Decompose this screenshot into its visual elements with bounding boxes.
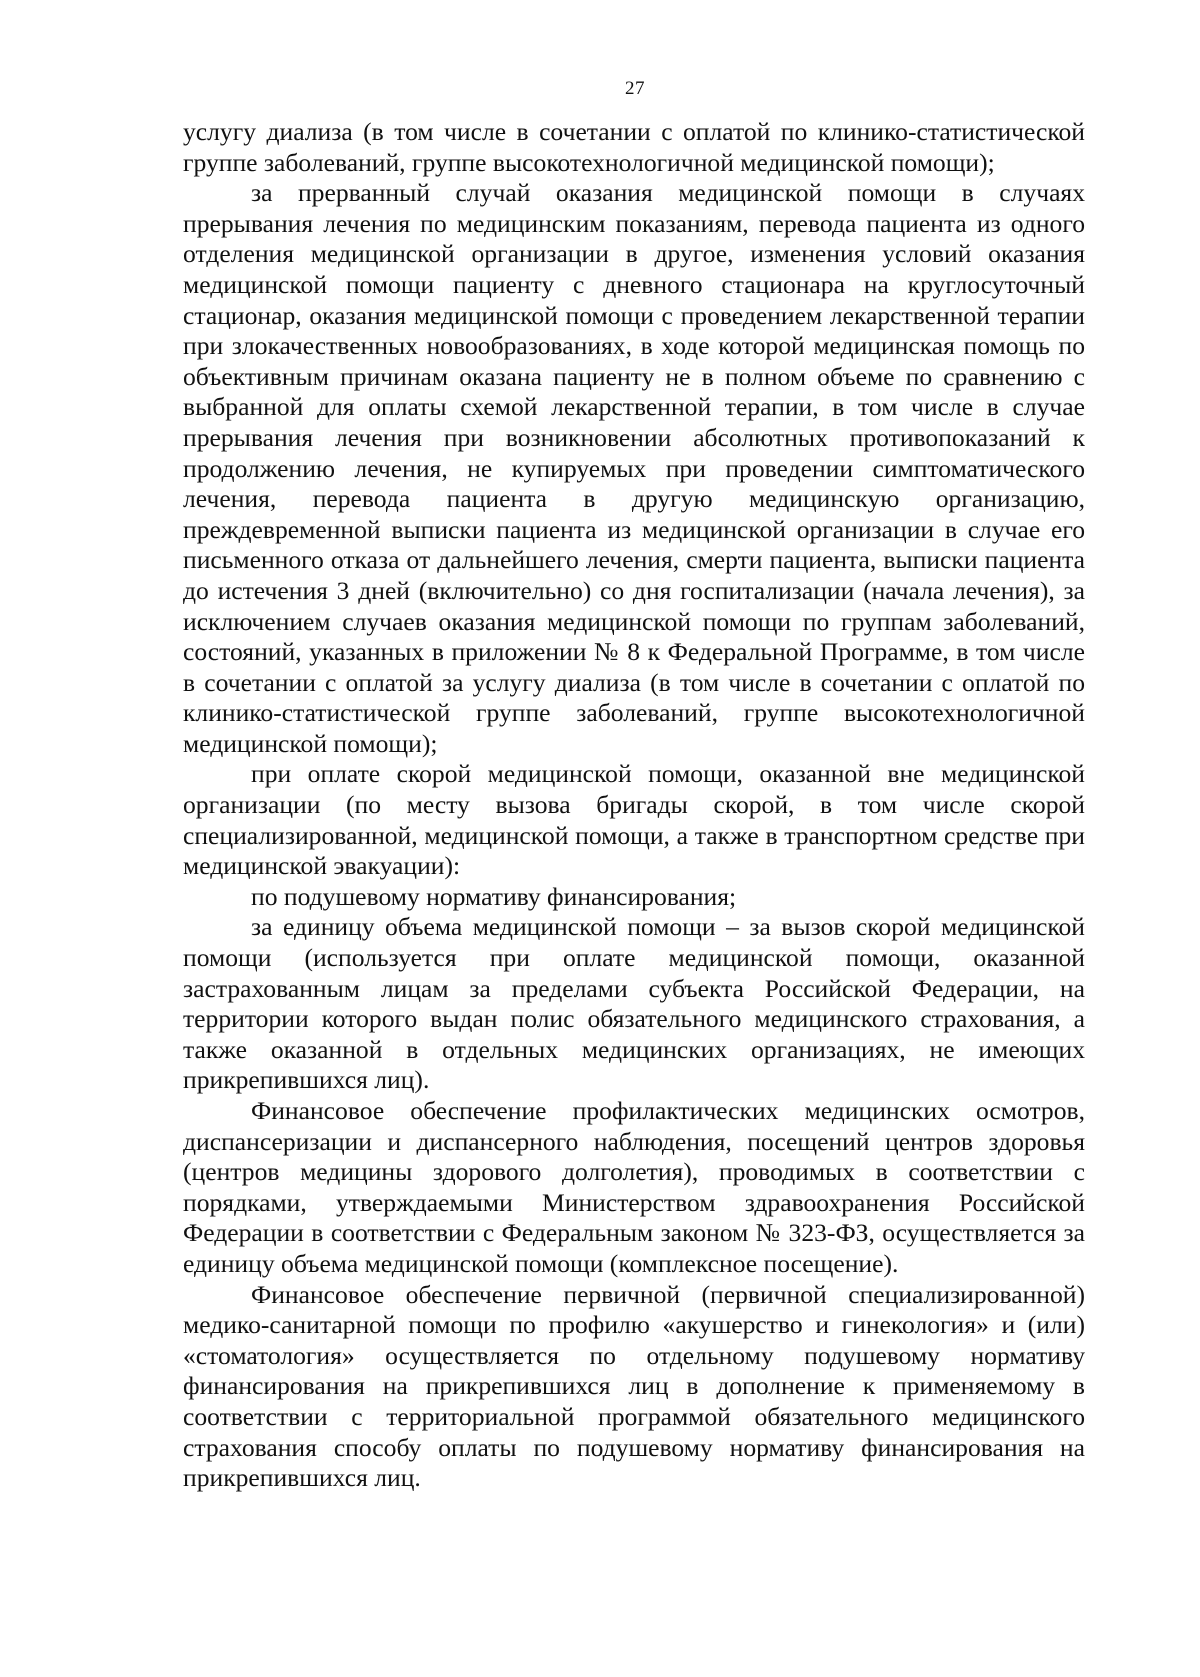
- paragraph-continuation: услугу диализа (в том числе в сочетании с оплатой по клинико-статистической группе заболеваний, группе высокотехнологичной медицинской помощи);: [183, 117, 1085, 177]
- paragraph-emergency-care-payment: при оплате скорой медицинской помощи, оказанной вне медицинской организации (по месту вызова бригады скорой, в том числе скорой специализированной, медицинской помощи, а также в транспортном средстве при медицинской эвакуации):: [183, 759, 1085, 881]
- body-text: [183, 117, 1085, 1494]
- paragraph-preventive-exams-funding: Финансовое обеспечение профилактических медицинских осмотров, диспансеризации и диспансерного наблюдения, посещений центров здоровья (центров медицины здорового долголетия), проводимых в соответствии с порядками, утверждаемыми Министерством здравоохранения Российской Федерации в соответствии с Федеральным законом № 323-ФЗ, осуществляется за единицу объема медицинской помощи (комплексное посещение).: [183, 1096, 1085, 1278]
- paragraph-per-call-unit: за единицу объема медицинской помощи – за вызов скорой медицинской помощи (используется при оплате медицинской помощи, оказанной застрахованным лицам за пределами субъекта Российской Федерации, на территории которого выдан полис обязательного медицинского страхования, а также оказанной в отдельных медицинских организациях, не имеющих прикрепившихся лиц).: [183, 912, 1085, 1095]
- page-number: 27: [625, 78, 645, 99]
- paragraph-per-capita-standard: по подушевому нормативу финансирования;: [251, 881, 737, 911]
- paragraph-primary-care-funding: Финансовое обеспечение первичной (первичной специализированной) медико-санитарной помощи по профилю «акушерство и гинекология» и (или) «стоматология» осуществляется по отдельному подушевому нормативу финансирования на прикрепившихся лиц в дополнение к применяемому в соответствии с территориальной программой обязательного медицинского страхования способу оплаты по подушевому нормативу финансирования на прикрепившихся лиц.: [183, 1279, 1085, 1493]
- paragraph-interrupted-case: за прерванный случай оказания медицинской помощи в случаях прерывания лечения по медицинским показаниям, перевода пациента из одного отделения медицинской организации в другое, изменения условий оказания медицинской помощи пациенту с дневного стационара на круглосуточный стационар, оказания медицинской помощи с проведением лекарственной терапии при злокачественных новообразованиях, в ходе которой медицинская помощь по объективным причинам оказана пациенту не в полном объеме по сравнению с выбранной для оплаты схемой лекарственной терапии, в том числе в случае прерывания лечения при возникновении абсолютных противопоказаний к продолжению лечения, не купируемых при проведении симптоматического лечения, перевода пациента в другую медицинскую организацию, преждевременной выписки пациента из медицинской организации в случае его письменного отказа от дальнейшего лечения, смерти пациента, выписки пациента до истечения 3 дней (включительно) со дня госпитализации (начала лечения), за исключением случаев оказания медицинской помощи по группам заболеваний, состояний, указанных в приложении № 8 к Федеральной Программе, в том числе в сочетании с оплатой за услугу диализа (в том числе в сочетании с оплатой по клинико-статистической группе заболеваний, группе высокотехнологичной медицинской помощи);: [183, 178, 1085, 758]
